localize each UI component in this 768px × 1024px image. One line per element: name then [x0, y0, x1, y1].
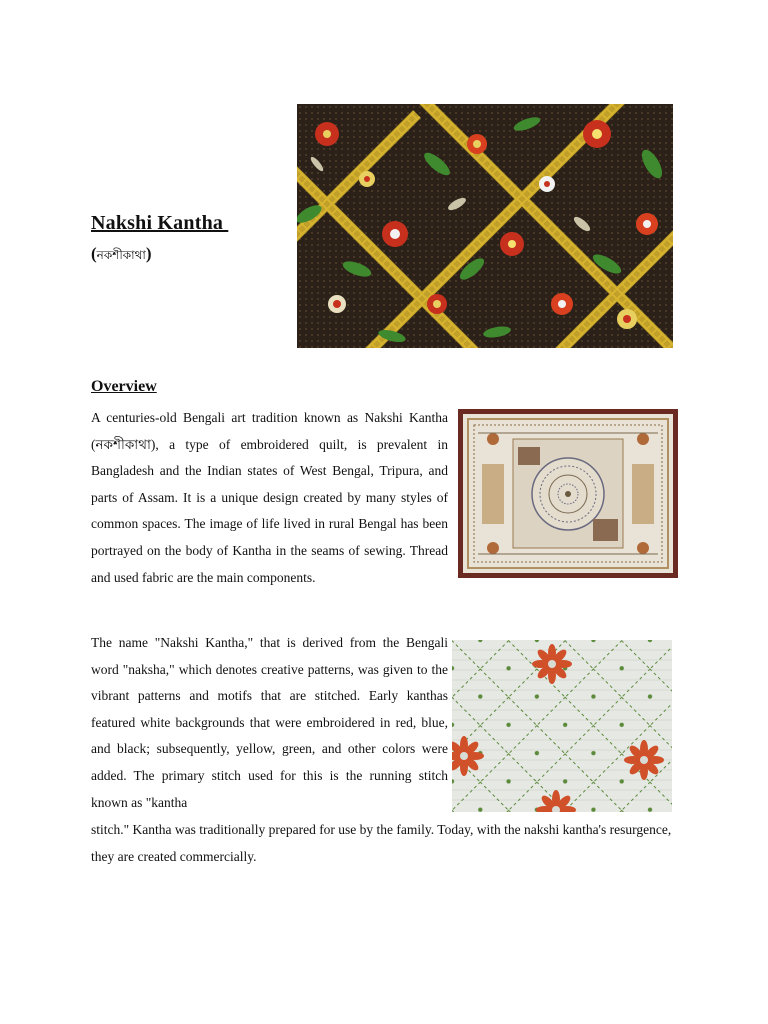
overview-paragraph-2-continued: stitch." Kantha was traditionally prepared for use by the family. Today, with the nakshi kantha's resurgence, they are created commercially.: [91, 822, 672, 864]
subtitle-close-paren: ): [145, 244, 152, 263]
hero-kantha-image: [297, 104, 673, 348]
overview-heading: Overview: [91, 378, 157, 395]
quilt-image: [458, 409, 678, 578]
page-subtitle: [91, 244, 152, 267]
overview-paragraph-1: A centuries-old Bengali art tradition known as Nakshi Kantha (নকশীকাথা), a type of embroidered quilt, is prevalent in Bangladesh and the Indian states of West Bengal, Tripura, and parts of Assam. It is a unique design created by many styles of common spaces. The image of life lived in rural Bengal has been portrayed on the body of Kantha in the seams of sewing. Thread and used fabric are the main components.: [91, 410, 448, 585]
subtitle-bengali: নকশীকাথা: [96, 248, 146, 262]
page-title: Nakshi Kantha: [91, 212, 229, 234]
subtitle-open-paren: (: [91, 244, 97, 263]
overview-paragraph-2: The name "Nakshi Kantha," that is derived from the Bengali word "naksha," which denotes creative patterns, was given to the vibrant patterns and motifs that are stitched. Early kanthas featured white backgrounds that were embroidered in red, blue, and black; subsequently, yellow, green, and other colors were added. The primary stitch used for this is the running stitch known as "kantha: [91, 635, 448, 810]
fabric-image: [452, 640, 672, 812]
